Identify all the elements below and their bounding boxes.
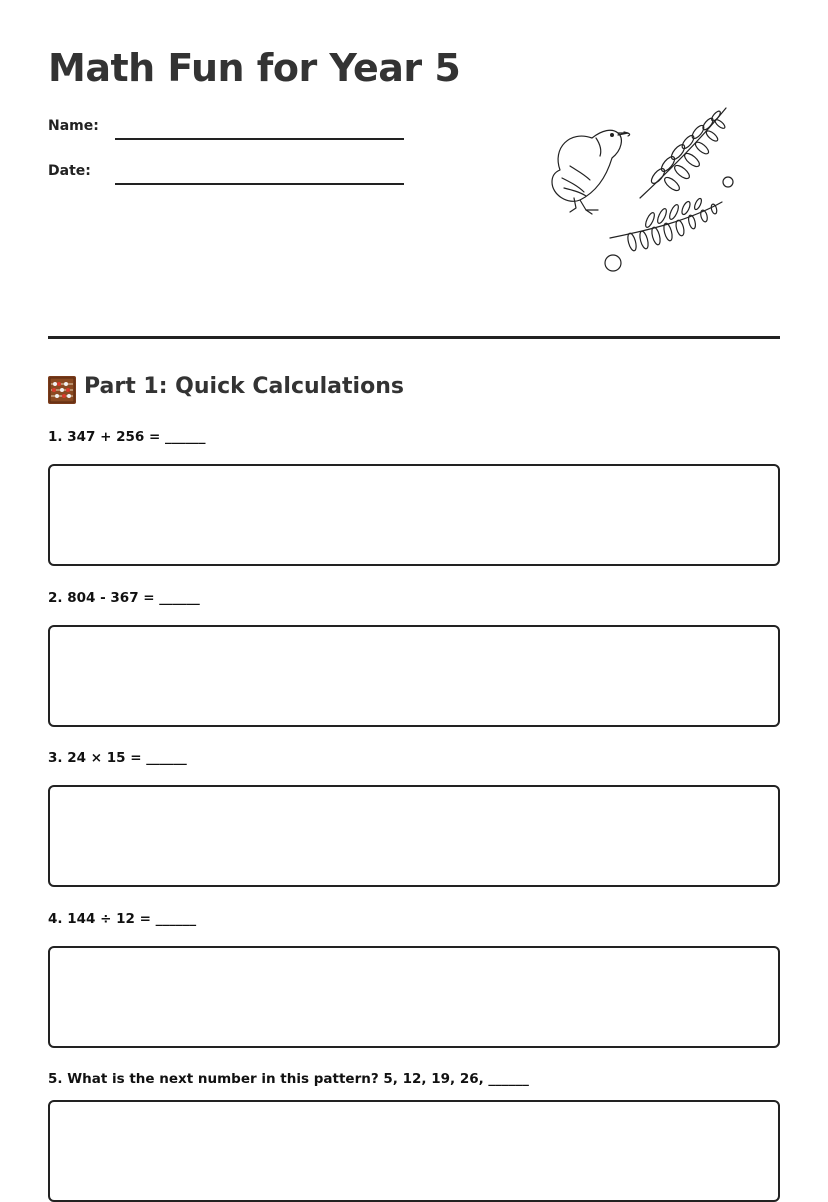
answer-box-2[interactable] — [48, 625, 780, 727]
question-3: 3. 24 × 15 = ______ — [48, 750, 187, 766]
kiwi-fern-illustration — [540, 100, 740, 280]
name-label: Name: — [48, 118, 99, 134]
question-1: 1. 347 + 256 = ______ — [48, 429, 206, 445]
kiwi-bird-and-fern-icon — [540, 100, 740, 280]
header-divider — [48, 336, 780, 339]
date-field-row — [48, 163, 408, 187]
answer-box-4[interactable] — [48, 946, 780, 1048]
date-input-line[interactable] — [115, 183, 404, 185]
answer-box-5[interactable] — [48, 1100, 780, 1202]
answer-box-1[interactable] — [48, 464, 780, 566]
abacus-icon — [48, 376, 76, 404]
name-field-row — [48, 118, 408, 142]
date-label: Date: — [48, 163, 91, 179]
question-5: 5. What is the next number in this pattern? 5, 12, 19, 26, ______ — [48, 1071, 529, 1087]
question-4: 4. 144 ÷ 12 = ______ — [48, 911, 197, 927]
answer-box-3[interactable] — [48, 785, 780, 887]
worksheet-title: Math Fun for Year 5 — [48, 46, 461, 90]
question-2: 2. 804 - 367 = ______ — [48, 590, 200, 606]
name-input-line[interactable] — [115, 138, 404, 140]
part1-title: Part 1: Quick Calculations — [84, 374, 404, 399]
